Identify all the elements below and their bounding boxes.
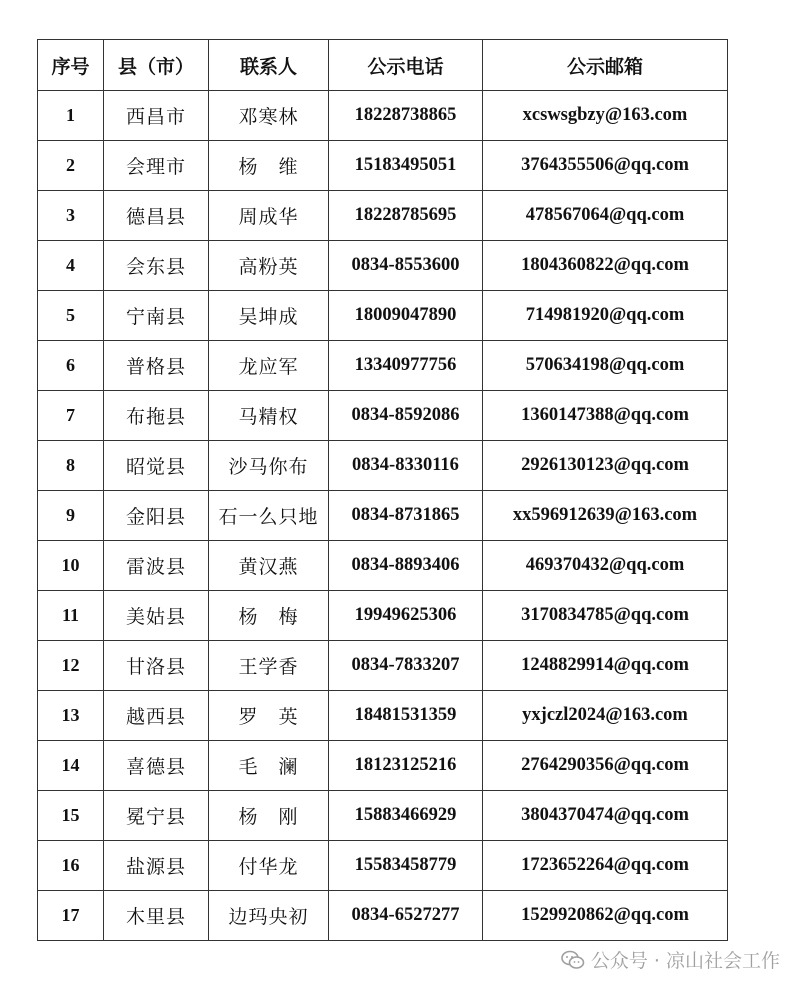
table-row	[38, 491, 728, 541]
cell-no: 12	[38, 641, 104, 691]
cell-no: 3	[38, 191, 104, 241]
cell-county: 金阳县	[104, 491, 209, 541]
cell-phone: 15883466929	[329, 791, 483, 841]
cell-contact: 吴坤成	[209, 291, 329, 341]
cell-contact: 石一么只地	[209, 491, 329, 541]
table-row	[38, 341, 728, 391]
header-no: 序号	[38, 40, 104, 91]
cell-contact: 沙马你布	[209, 441, 329, 491]
cell-contact: 龙应军	[209, 341, 329, 391]
cell-no: 1	[38, 91, 104, 141]
table-row	[38, 841, 728, 891]
cell-email: 478567064@qq.com	[483, 191, 728, 241]
header-phone: 公示电话	[329, 40, 483, 91]
table-row	[38, 691, 728, 741]
cell-county: 喜德县	[104, 741, 209, 791]
table-row	[38, 91, 728, 141]
cell-county: 雷波县	[104, 541, 209, 591]
table-row	[38, 291, 728, 341]
cell-no: 13	[38, 691, 104, 741]
cell-no: 5	[38, 291, 104, 341]
table-body	[38, 91, 728, 941]
cell-email: 1723652264@qq.com	[483, 841, 728, 891]
cell-email: 1360147388@qq.com	[483, 391, 728, 441]
cell-county: 冕宁县	[104, 791, 209, 841]
cell-no: 9	[38, 491, 104, 541]
cell-email: 3170834785@qq.com	[483, 591, 728, 641]
cell-phone: 0834-8893406	[329, 541, 483, 591]
cell-phone: 19949625306	[329, 591, 483, 641]
cell-email: 1804360822@qq.com	[483, 241, 728, 291]
cell-phone: 15183495051	[329, 141, 483, 191]
cell-contact: 杨 维	[209, 141, 329, 191]
watermark	[561, 946, 780, 973]
cell-county: 木里县	[104, 891, 209, 941]
cell-county: 宁南县	[104, 291, 209, 341]
cell-contact: 毛 澜	[209, 741, 329, 791]
cell-email: 1248829914@qq.com	[483, 641, 728, 691]
cell-no: 16	[38, 841, 104, 891]
cell-contact: 邓寒林	[209, 91, 329, 141]
cell-contact: 罗 英	[209, 691, 329, 741]
cell-no: 6	[38, 341, 104, 391]
cell-phone: 0834-8553600	[329, 241, 483, 291]
cell-contact: 杨 刚	[209, 791, 329, 841]
cell-no: 2	[38, 141, 104, 191]
cell-county: 会东县	[104, 241, 209, 291]
cell-no: 11	[38, 591, 104, 641]
cell-no: 17	[38, 891, 104, 941]
cell-no: 7	[38, 391, 104, 441]
table-row	[38, 241, 728, 291]
cell-contact: 黄汉燕	[209, 541, 329, 591]
watermark-text: 公众号 · 凉山社会工作	[590, 950, 780, 972]
cell-county: 昭觉县	[104, 441, 209, 491]
contact-table	[37, 39, 728, 941]
cell-phone: 0834-8592086	[329, 391, 483, 441]
cell-phone: 18481531359	[329, 691, 483, 741]
cell-contact: 周成华	[209, 191, 329, 241]
cell-phone: 0834-8330116	[329, 441, 483, 491]
header-row	[38, 40, 728, 91]
cell-county: 越西县	[104, 691, 209, 741]
cell-county: 会理市	[104, 141, 209, 191]
cell-email: 3764355506@qq.com	[483, 141, 728, 191]
table-row	[38, 191, 728, 241]
cell-contact: 马精权	[209, 391, 329, 441]
header-contact: 联系人	[209, 40, 329, 91]
cell-county: 西昌市	[104, 91, 209, 141]
cell-no: 4	[38, 241, 104, 291]
table-row	[38, 441, 728, 491]
cell-county: 德昌县	[104, 191, 209, 241]
cell-email: 570634198@qq.com	[483, 341, 728, 391]
cell-county: 普格县	[104, 341, 209, 391]
cell-email: xcswsgbzy@163.com	[483, 91, 728, 141]
cell-no: 14	[38, 741, 104, 791]
cell-county: 甘洛县	[104, 641, 209, 691]
table-row	[38, 891, 728, 941]
header-email: 公示邮箱	[483, 40, 728, 91]
header-county: 县（市）	[104, 40, 209, 91]
table-row	[38, 641, 728, 691]
table-row	[38, 591, 728, 641]
cell-county: 美姑县	[104, 591, 209, 641]
cell-contact: 杨 梅	[209, 591, 329, 641]
table-header	[38, 40, 728, 91]
cell-no: 15	[38, 791, 104, 841]
cell-email: xx596912639@163.com	[483, 491, 728, 541]
cell-phone: 0834-6527277	[329, 891, 483, 941]
table-row	[38, 141, 728, 191]
cell-no: 8	[38, 441, 104, 491]
cell-contact: 高粉英	[209, 241, 329, 291]
cell-contact: 王学香	[209, 641, 329, 691]
cell-phone: 18123125216	[329, 741, 483, 791]
cell-phone: 18009047890	[329, 291, 483, 341]
cell-phone: 15583458779	[329, 841, 483, 891]
cell-email: 714981920@qq.com	[483, 291, 728, 341]
cell-contact: 付华龙	[209, 841, 329, 891]
cell-county: 布拖县	[104, 391, 209, 441]
table-row	[38, 391, 728, 441]
cell-email: 3804370474@qq.com	[483, 791, 728, 841]
wechat-icon	[561, 950, 585, 970]
cell-county: 盐源县	[104, 841, 209, 891]
cell-phone: 18228785695	[329, 191, 483, 241]
cell-phone: 0834-7833207	[329, 641, 483, 691]
table-row	[38, 791, 728, 841]
cell-email: 469370432@qq.com	[483, 541, 728, 591]
cell-phone: 13340977756	[329, 341, 483, 391]
cell-email: 2926130123@qq.com	[483, 441, 728, 491]
cell-phone: 0834-8731865	[329, 491, 483, 541]
cell-email: 2764290356@qq.com	[483, 741, 728, 791]
cell-email: yxjczl2024@163.com	[483, 691, 728, 741]
cell-phone: 18228738865	[329, 91, 483, 141]
cell-contact: 边玛央初	[209, 891, 329, 941]
table-row	[38, 541, 728, 591]
table-row	[38, 741, 728, 791]
cell-no: 10	[38, 541, 104, 591]
cell-email: 1529920862@qq.com	[483, 891, 728, 941]
